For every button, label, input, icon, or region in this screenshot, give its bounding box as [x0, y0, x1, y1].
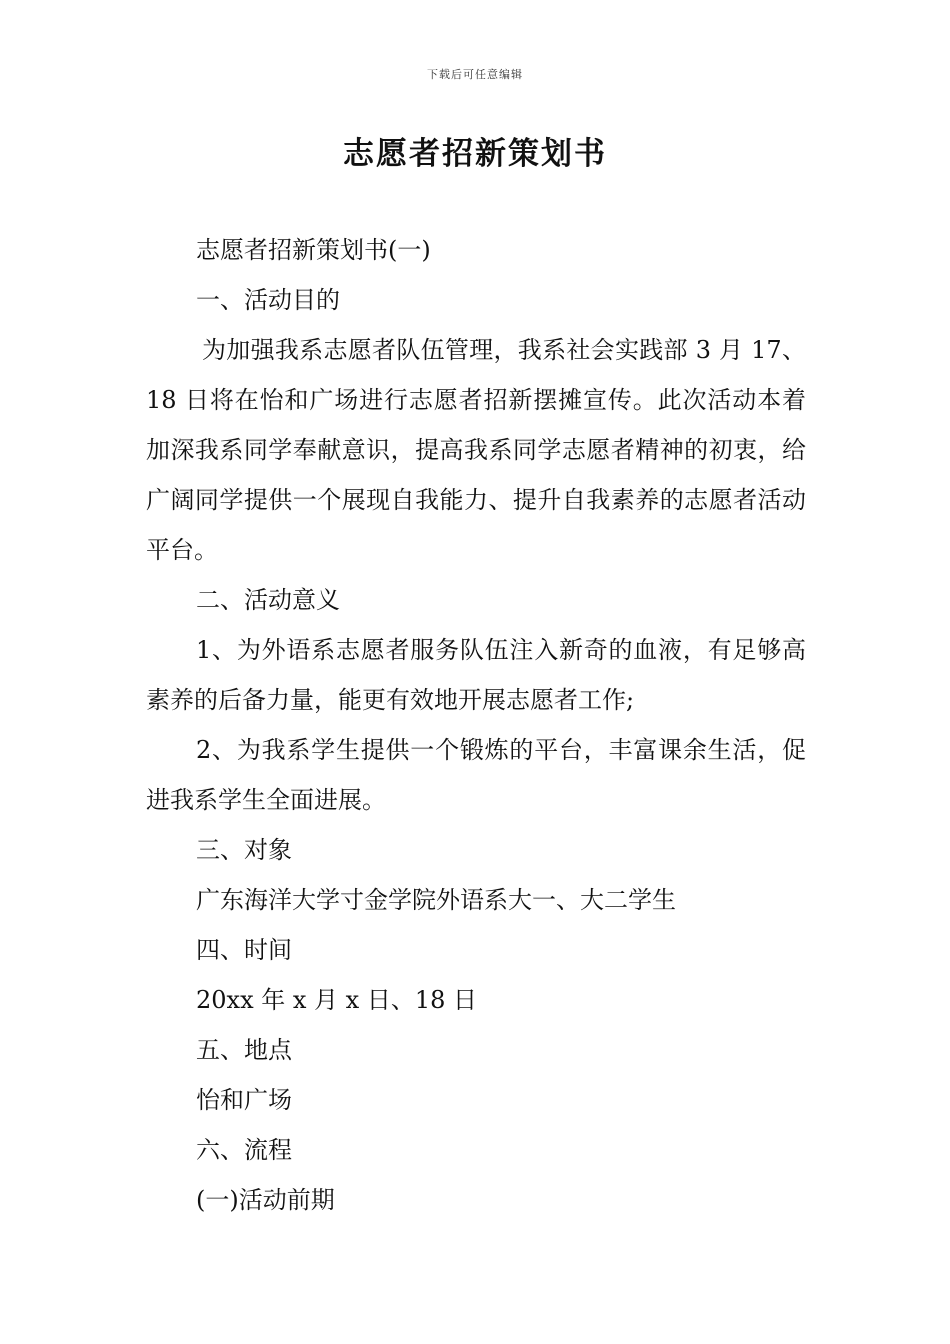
process-subheading-pre: (一)活动前期 — [196, 1186, 335, 1214]
section-heading-process: 六、流程 — [196, 1136, 292, 1164]
purpose-paragraph: 为加强我系志愿者队伍管理，我系社会实践部 3 月 17、18 日将在怡和广场进行志愿者招新摆摊宣传。此次活动本着加深我系同学奉献意识，提高我系同学志愿者精神的初衷，给广阔同学提供一个展现自我能力、提升自我素养的志愿者活动平台。 — [146, 336, 806, 564]
document-title: 志愿者招新策划书 — [343, 136, 607, 172]
location-paragraph: 怡和广场 — [196, 1086, 292, 1114]
document-body — [146, 225, 806, 1225]
section-heading-audience: 三、对象 — [196, 836, 292, 864]
section-heading-location: 五、地点 — [196, 1036, 292, 1064]
subtitle-paragraph: 志愿者招新策划书(一) — [196, 236, 431, 264]
significance-item-2: 2、为我系学生提供一个锻炼的平台，丰富课余生活，促进我系学生全面进展。 — [146, 736, 806, 814]
section-heading-time: 四、时间 — [196, 936, 292, 964]
section-heading-significance: 二、活动意义 — [196, 586, 340, 614]
header-note: 下载后可任意编辑 — [427, 68, 523, 81]
audience-paragraph: 广东海洋大学寸金学院外语系大一、大二学生 — [196, 886, 676, 914]
significance-item-1: 1、为外语系志愿者服务队伍注入新奇的血液，有足够高素养的后备力量，能更有效地开展志愿者工作; — [146, 636, 806, 714]
section-heading-purpose: 一、活动目的 — [196, 286, 340, 314]
time-paragraph: 20xx 年 x 月 x 日、18 日 — [196, 986, 477, 1014]
